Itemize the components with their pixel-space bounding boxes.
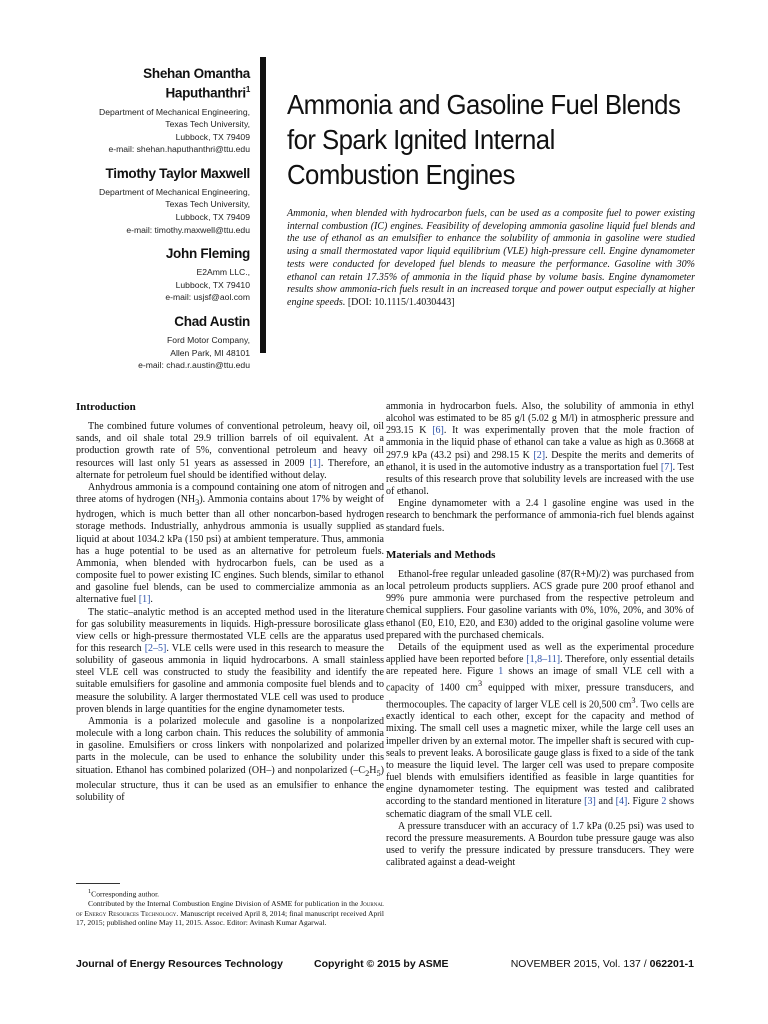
author-affiliation-line: Allen Park, MI 48101 xyxy=(170,347,250,358)
text: shows an image of small VLE cell with a capacity of 1400 cm xyxy=(386,666,694,694)
author-2 xyxy=(60,166,250,236)
superscript: 3 xyxy=(631,695,636,705)
author-name: Chad Austin xyxy=(174,314,250,330)
author-email[interactable]: e-mail: usjsf@aol.com xyxy=(165,292,250,303)
text: Anhydrous ammonia is a compound containing one atom of nitrogen and three atoms of hydrogen (NH xyxy=(76,481,384,506)
author-4 xyxy=(60,314,250,372)
text: . Therefore, an alternate for petroleum fuel should be identified without delay. xyxy=(76,457,384,481)
footnote xyxy=(76,887,384,928)
footnote-corresponding xyxy=(76,887,384,899)
author-block xyxy=(60,66,250,376)
author-affiliation-line: Lubbock, TX 79409 xyxy=(175,131,250,142)
citation-link[interactable]: [1] xyxy=(309,457,321,469)
text: . Test results of this research prove that solubility levels are increased with the use of ethanol. xyxy=(386,461,694,498)
figure-link[interactable]: 2 xyxy=(661,796,667,808)
citation-link[interactable]: [2] xyxy=(533,449,546,461)
citation-link[interactable]: [7] xyxy=(660,461,673,473)
text: Details of the equipment used as well as the experimental procedure applied have been reported before xyxy=(386,641,694,665)
footer-issue xyxy=(511,958,694,970)
text: . Therefore, only essential details are repeated here. Figure xyxy=(386,653,694,678)
author-name: Timothy Taylor Maxwell xyxy=(105,165,250,181)
text: and xyxy=(595,796,616,808)
citation-link[interactable]: [4] xyxy=(615,796,628,808)
author-name: Shehan Omantha Haputhanthri xyxy=(143,66,250,101)
author-affiliation-line: Texas Tech University, xyxy=(165,119,250,130)
text: H xyxy=(369,764,377,776)
superscript: 3 xyxy=(477,679,483,689)
text: Contributed by the Internal Combustion Engine Division of ASME for publication in the xyxy=(88,899,361,909)
citation-link[interactable]: [1] xyxy=(138,594,151,606)
subscript: 3 xyxy=(195,498,200,508)
paragraph xyxy=(76,421,384,482)
text: equipped with mixer, pressure transducers, and thermocouples. The capacity of larger VLE cell is 20,500 cm xyxy=(386,682,695,711)
paper-title: Ammonia and Gasoline Fuel Blends for Spark Ignited Internal Combustion Engines xyxy=(287,89,681,190)
text: . Two cells are exactly identical to each other, except for the capacity and method of mixing. The small cell uses a magnetic mixer, while the large cell uses an impeller driven by an external motor. The impeller shaft is secured with cup-seals to prevent leaks. A borosilicate gauge glass is fixed to a side of the tank to measure the liquid level. The larger cell was used to prepare composite fuel blends with emulsifiers identified as feasible in large quantities for engine dynamometer testing. The equipment was tested and calibrated according to the standard mentioned in literature xyxy=(386,699,694,808)
author-affiliation-line: Lubbock, TX 79409 xyxy=(175,212,250,223)
author-affiliation-line: Lubbock, TX 79410 xyxy=(175,279,250,290)
page-number: 062201-1 xyxy=(649,958,694,970)
footer-copyright: Copyright © 2015 by ASME xyxy=(314,958,449,970)
author-1 xyxy=(60,66,250,156)
title-divider-bar xyxy=(260,57,266,353)
author-affiliation-line: Department of Mechanical Engineering, xyxy=(99,106,250,117)
subscript: 5 xyxy=(376,768,381,778)
footer-journal-name: Journal of Energy Resources Technology xyxy=(76,958,283,970)
paragraph: Engine dynamometer with a 2.4 l gasoline engine was used in the research to benchmark the performance of ammonia-rich fuel blends against standard fuels. xyxy=(386,498,694,534)
paragraph xyxy=(76,482,384,607)
text: ammonia in hydrocarbon fuels. Also, the solubility of ammonia in ethyl alcohol was estimated to be 85 g/l (5.02 g M/l) in atmospheric pressure and 293.15 K xyxy=(386,401,694,437)
footnote-contribution xyxy=(76,899,384,928)
text: ). Ammonia contains about 17% by weight of hydrogen, which is much better than all other noncarbon-based hydrogen storage methods. Industrially, anhydrous ammonia is usually supplied as liquid at about 1034.2 kPa (150 psi) at ambient temperature. Thus, ammonia has a huge potential to be used as an alternative for petroleum fuels. Ammonia, when blended with hydrocarbon fuels, can be used as a composite fuel to power existing IC engines. Such blends, similar to ethanol and gasoline fuel blends, can be used to commercialize ammonia as an alternative fuel xyxy=(76,494,384,606)
paragraph xyxy=(76,607,384,716)
footnote-rule xyxy=(76,883,120,884)
text: The static–analytic method is an accepted method used in the literature for gas solubility measurements in liquids. High-pressure borosilicate glass view cells or high-pressure thermostated VLE cells are the apparatus used for this research xyxy=(76,606,384,654)
text: . Despite the merits and demerits of ethanol, it is used in the automotive industry as a transportation fuel xyxy=(386,449,694,473)
text: . xyxy=(150,594,153,606)
abstract xyxy=(287,208,695,310)
citation-link[interactable]: [3] xyxy=(584,796,596,808)
footnote-mark: 1 xyxy=(88,888,92,895)
text: . Figure xyxy=(627,796,662,808)
subscript: 2 xyxy=(365,768,370,778)
paragraph xyxy=(386,642,694,821)
text: . Manuscript received April 8, 2014; final manuscript received April 17, 2015; published online May 11, 2015. Assoc. Editor: Avinash Kumar Agarwal. xyxy=(76,908,384,928)
body-column-right xyxy=(386,401,694,869)
author-affiliation-line: Ford Motor Company, xyxy=(167,335,250,346)
paragraph xyxy=(76,716,384,804)
text: . It was experimentally proven that the mole fraction of ammonia in the liquid phase of ethanol can take a value as high as 0.3668 at 297.9 kPa (43.2 psi) and 298.15 K xyxy=(386,425,694,461)
text: Corresponding author. xyxy=(91,889,160,899)
section-heading-introduction: Introduction xyxy=(76,401,136,413)
body-column-left xyxy=(76,398,384,804)
text: ) molecular structure, thus it can be used as an emulsifier to enhance the solubility of xyxy=(76,764,384,803)
text: . VLE cells were used in this research to measure the solubility of gaseous ammonia in liquid hydrocarbons. A small stainless steel VLE cell was constructed to study the feasibility and identify the suitable emulsifiers for gasoline and ammonia composite fuel blends and to measure the solubility. A larger thermostated VLE cell was used to produce proven blends in large quantities for the engine dynamometer tests. xyxy=(76,642,384,715)
abstract-text: Ammonia, when blended with hydrocarbon fuels, can be used as a composite fuel to power existing internal combustion (IC) engines. Feasibility of developing ammonia gasoline liquid fuel blends and the use of ethanol as an emulsifier to enhance the solubility of ammonia in gasoline were studied using a small thermostated vapor liquid equilibrium (VLE) high-pressure cell. Engine dynamometer tests were conducted for developed fuel blends to measure the performance. Gasoline with 30% ethanol can retain 17.35% of ammonia in the liquid phase by volume basis. Engine dynamometer results show ammonia-rich fuels result in an increased torque and power output especially at higher engine speeds. xyxy=(287,208,695,308)
text: The combined future volumes of conventional petroleum, heavy oil, oil sands, and oil shale total 29.9 trillion barrels of oil equivalent. At a production growth rate of 5%, conventional petroleum and heavy oil resources will last only 51 years as assessed in 2009 xyxy=(76,421,384,469)
author-email[interactable]: e-mail: shehan.haputhanthri@ttu.edu xyxy=(108,144,250,155)
journal-name: Journal of Energy Resources Technology xyxy=(76,899,384,918)
citation-link[interactable]: [6] xyxy=(432,425,444,437)
text: NOVEMBER 2015, Vol. 137 / xyxy=(510,958,650,970)
author-affiliation-line: Texas Tech University, xyxy=(165,199,250,210)
citation-link[interactable]: [2–5] xyxy=(144,642,167,654)
text: shows schematic diagram of the small VLE cell. xyxy=(386,796,695,820)
paragraph: Ethanol-free regular unleaded gasoline (87(R+M)/2) was purchased from local petroleum products suppliers. ACS grade pure 200 proof ethanol and 99% pure ammonia were purchased from the respective petroleum and chemical suppliers. Four gasoline variants with 0%, 10%, 20%, and 30% of ethanol (E0, E10, E20, and E30) added to the original gasoline volume were prepared with the purchased chemicals. xyxy=(386,568,694,641)
author-affiliation-line: E2Amm LLC., xyxy=(196,267,250,278)
figure-link[interactable]: 1 xyxy=(498,666,504,678)
author-name: John Fleming xyxy=(165,246,250,262)
corresponding-mark: 1 xyxy=(245,85,250,94)
citation-link[interactable]: [1,8–11] xyxy=(526,653,561,665)
paragraph: A pressure transducer with an accuracy of 1.7 kPa (0.25 psi) was used to record the pressure measurements. A Bourdon tube pressure gauge was also used to verify the pressure indicated by pressure transducers. They were calibrated against a dead-weight xyxy=(386,820,694,869)
author-email[interactable]: e-mail: chad.r.austin@ttu.edu xyxy=(138,360,250,371)
author-email[interactable]: e-mail: timothy.maxwell@ttu.edu xyxy=(126,224,250,235)
paragraph xyxy=(386,401,694,498)
doi[interactable]: [DOI: 10.1115/1.4030443] xyxy=(347,296,455,308)
author-3 xyxy=(60,246,250,304)
text: Ammonia is a polarized molecule and gasoline is a nonpolarized molecule with a long carbon chain. This reduces the solubility of ammonia in gasoline. Emulsifiers or cross linkers with nonpolarized and polarized parts in the molecule, can be used to enhance the solubility under this situation. Ethanol has combined polarized (OH–) and nonpolarized (–C xyxy=(76,715,384,776)
section-heading-materials-methods: Materials and Methods xyxy=(386,548,496,561)
author-affiliation-line: Department of Mechanical Engineering, xyxy=(99,186,250,197)
